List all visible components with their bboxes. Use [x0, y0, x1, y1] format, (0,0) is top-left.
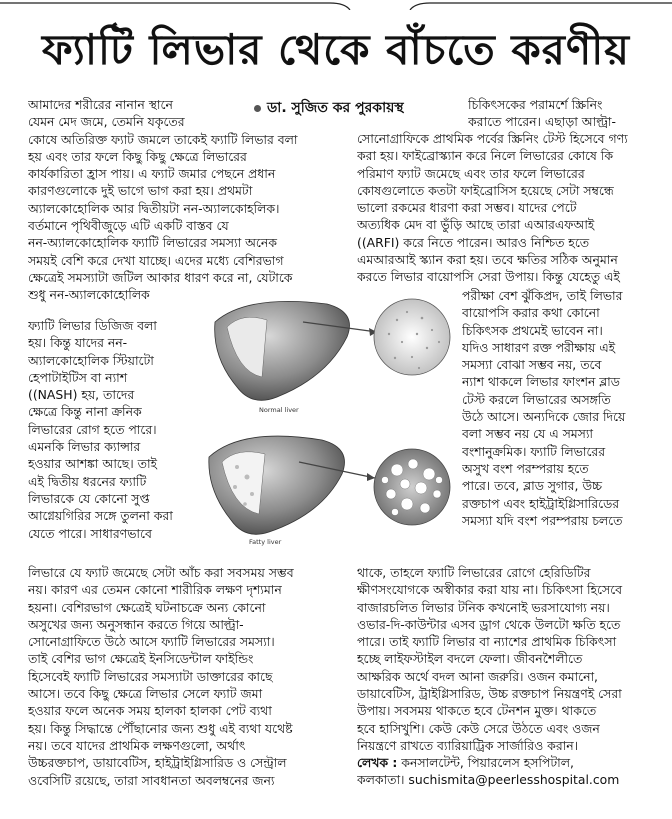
- left-narrow-line: হয়। কিন্তু যাদের নন-: [28, 335, 128, 351]
- left-narrow-line: হেপাটাইটিস বা ন্যাশ: [28, 369, 128, 385]
- fatty-liver-label: Fatty liver: [249, 538, 282, 546]
- right-top-line: অত্যধিক মেদ বা ভুঁড়ি আছে তারা এআরএফআই: [357, 217, 595, 233]
- right-bottom-line: উপায়। সবসময় থাকতে হবে টেনশন মুক্ত। থাকতে: [357, 703, 597, 719]
- author-city: কলকাতা।: [357, 772, 405, 788]
- right-top-line: করতে লিভার বায়োপসি সেরা উপায়। কিন্তু যেহেতু এই: [357, 269, 620, 285]
- author-email: suchismita@peerlesshospital.com: [404, 772, 620, 788]
- right-narrow-line: পরীক্ষা বেশ ঝুঁকিপ্রদ, তাই লিভার: [462, 288, 623, 303]
- left-bottom-line: সোনোগ্রাফিতে উঠে আসে ফ্যাটি লিভারের সমস্যা।: [28, 634, 275, 650]
- left-narrow-line: লিভারকে যে কোনো সুপ্ত: [28, 490, 150, 506]
- right-top-line: কোষগুলোতে কতটা ফাইব্রোসিস হয়েছে সেটা সম্বন্ধে: [357, 182, 614, 198]
- left-bottom-line: উচ্চরক্তচাপ, ডায়াবেটিস, হাইট্রাইগ্লিসারিড ও সেন্ট্রাল: [28, 755, 287, 771]
- left-narrow-line: এমনকি লিভার ক্যান্সার: [28, 439, 141, 455]
- left-bottom-line: হওয়ার ফলে অনেক সময় হালকা হালকা পেট ব্যথা: [28, 703, 272, 719]
- left-bottom-line: নয়। কারণ এর তেমন কোনো শারীরিক লক্ষণ দৃশ্যমান: [28, 582, 282, 598]
- right-bottom-line: পারে। তাই ফ্যাটি লিভার বা ন্যাশের প্রাথমিক চিকিৎসা: [357, 634, 617, 650]
- right-top-short-line: চিকিৎসকের পরামর্শে স্ক্রিনিং: [468, 97, 603, 112]
- left-top-line: কার্যকারিতা হ্রাস পায়। এ ফ্যাট জমার পেছনে প্রধান: [28, 166, 276, 182]
- normal-liver-label: Normal liver: [259, 406, 299, 414]
- right-narrow-line: উঠে আসে। অন্যদিকে জোর দিয়ে: [462, 409, 626, 425]
- liver-illustration: [207, 282, 451, 548]
- left-top-line: নন-অ্যালকোহোলিক ফ্যাটি লিভারের সমস্যা অনেক: [28, 235, 277, 251]
- left-narrow-line: ((NASH) হয়, তাদের: [28, 387, 135, 403]
- left-bottom-line: হয়। কিন্তু সিদ্ধান্তে পৌঁছানোর জন্য শুধু এই ব্যথা যথেষ্ট: [28, 720, 293, 736]
- left-bottom-line: ওবেসিটি রয়েছে, তারা সাবধানতা অবলম্বনের জন্য: [28, 772, 275, 788]
- right-bottom-line: আক্ষরিক অর্থে বদল আনা জরুরি। ওজন কমানো,: [357, 668, 598, 684]
- left-top-line: সময়ই বেশি করে দেখা যাচ্ছে। এদের মধ্যে বেশিরভাগ: [28, 252, 284, 268]
- right-narrow-line: সমস্যা যদি বংশ পরম্পরায় চলতে: [462, 512, 623, 528]
- left-narrow-line: এই দ্বিতীয় ধরনের ফ্যাটি: [28, 473, 147, 489]
- left-bottom-line: হিসেবেই ফ্যাটি লিভারের সমস্যাটা ডাক্তারের কাছে: [28, 668, 273, 684]
- right-top-line: করা হয়। ফাইব্রোস্ক্যান করে নিলে লিভারের কোষে কি: [357, 148, 614, 164]
- right-narrow-line: বংশানুক্রমিক। ফ্যাটি লিভারের: [462, 443, 606, 459]
- author-affiliation: কনসালটেন্ট, পিয়ারলেস হসপিটাল,: [397, 755, 574, 770]
- author-label: লেখক :: [357, 755, 398, 770]
- right-column-bottom: [357, 564, 662, 754]
- right-bottom-line: নিয়ন্ত্রণে রাখতে ব্যারিয়াট্রিক সার্জারিও করান।: [357, 737, 579, 753]
- left-bottom-line: হয়না। বেশিরভাগ ক্ষেত্রেই ঘটনাচক্রে অন্য কোনো: [28, 599, 266, 615]
- right-top-line: সোনোগ্রাফিকে প্রাথমিক পর্বের স্ক্রিনিং টেস্ট হিসেবে গণ্য: [357, 131, 628, 146]
- right-top-line: পরিমাণ ফ্যাট জমেছে এবং তার ফলে লিভারের: [357, 165, 585, 181]
- right-narrow-line: বায়োপসি করার কথা কোনো: [462, 305, 600, 321]
- right-bottom-line: ক্ষীণসংযোগকে অস্বীকার করা যায় না। চিকিৎসা হিসেবে: [357, 582, 623, 598]
- left-narrow-line: হওয়ার আশঙ্কা আছে। তাই: [28, 456, 157, 472]
- left-narrow-line: অ্যালকোহোলিক স্টিয়াটো: [28, 352, 154, 368]
- left-top-line: বর্তমানে পৃথিবীজুড়ে এটি একটি বাস্তব যে: [28, 218, 229, 234]
- left-narrow-line: ক্ষেত্রে কিন্তু নানা ক্রনিক: [28, 404, 142, 420]
- normal-liver-image: [215, 299, 450, 414]
- right-narrow-line: চিকিৎসক প্রথমেই ভাবেন না।: [462, 322, 603, 338]
- right-narrow-line: বলা সম্ভব নয় যে এ সমস্যা: [462, 426, 594, 442]
- right-column-top-short: [468, 96, 658, 131]
- left-top-line: ক্ষেত্রেই সমস্যাটা জটিল আকার ধারণ করে না, যেটাকে: [28, 269, 293, 285]
- headline: ফ্যাটি লিভার থেকে বাঁচতে করণীয়: [41, 25, 631, 74]
- left-bottom-line: লিভারে যে ফ্যাট জমেছে সেটা আঁচ করা সবসময় সম্ভব: [28, 565, 294, 580]
- right-bottom-line: বাজারচলিত লিভার টনিক কখনোই ভরসাযোগ্য নয়।: [357, 599, 610, 615]
- right-narrow-line: সমস্যা বোঝা সম্ভব নয়, তবে: [462, 357, 602, 373]
- right-top-short-line: করাতে পারেন। এছাড়া আল্ট্রা-: [468, 114, 616, 130]
- left-top-line: কোষে অতিরিক্ত ফ্যাট জমলে তাকেই ফ্যাটি লিভার বলা: [28, 131, 298, 147]
- right-bottom-line: ডায়াবেটিস, ট্রাইগ্লিসারিড, উচ্চ রক্তচাপ নিয়ন্ত্রণই সেরা: [357, 686, 622, 702]
- right-narrow-line: পারে। তবে, ব্লাড সুগার, উচ্চ: [462, 478, 602, 494]
- left-column-bottom: [28, 564, 350, 789]
- left-narrow-line: ফ্যাটি লিভার ডিজিজ বলা: [28, 318, 157, 333]
- right-bottom-line: থাকে, তাহলে ফ্যাটি লিভারের রোগে হেরিডিটির: [357, 565, 591, 580]
- left-top-line: আমাদের শরীরের নানান স্থানে: [28, 97, 173, 112]
- left-narrow-line: যেতে পারে। সাধারণভাবে: [28, 525, 152, 541]
- left-narrow-line: লিভারের রোগ হতে পারে।: [28, 421, 157, 437]
- left-bottom-line: তাই বেশির ভাগ ক্ষেত্রেই ইনসিডেন্টাল ফাইন্ডিং: [28, 651, 254, 667]
- right-column-top: [357, 130, 662, 286]
- left-column-top: [28, 96, 373, 304]
- left-bottom-line: আসে। তবে কিছু ক্ষেত্রে লিভার সেলে ফ্যাট জমা: [28, 686, 263, 702]
- right-column-narrow: [462, 287, 667, 529]
- right-narrow-line: রক্তচাপ এবং হাইট্রাইগ্লিসারিডের: [462, 495, 620, 511]
- author-credit: [357, 754, 662, 789]
- right-bottom-line: ওভার-দি-কাউন্টার এসব ড্রাগ থেকে উলটো ক্ষতি হতে: [357, 616, 621, 632]
- left-bottom-line: নয়। তবে যাদের প্রাথমিক লক্ষণগুলো, অর্থাৎ: [28, 737, 246, 753]
- left-column-narrow: [28, 317, 206, 542]
- fatty-liver-image: [209, 436, 450, 546]
- right-top-line: ভালো রকমের ধারণা করা সম্ভব। যাদের পেটে: [357, 200, 577, 216]
- right-narrow-line: টেস্ট করলে লিভারের অসঙ্গতি: [462, 391, 611, 407]
- left-top-line: হয় এবং তার ফলে কিছু কিছু ক্ষেত্রে লিভারের: [28, 148, 247, 164]
- author-name: ডা. সুজিত কর পুরকায়স্থ: [267, 100, 404, 116]
- left-top-line: কারণগুলোকে দুই ভাগে ভাগ করা হয়। প্রথমটা: [28, 183, 253, 199]
- left-bottom-line: অসুখের জন্য অনুসন্ধান করতে গিয়ে আল্ট্রা-: [28, 616, 244, 632]
- right-narrow-line: যদিও সাধারণ রক্ত পরীক্ষায় এই: [462, 339, 616, 355]
- right-top-line: এমআরআই স্ক্যান করা হয়। তবে ক্ষতির সঠিক অনুমান: [357, 252, 618, 268]
- left-narrow-line: আগ্নেয়গিরির সঙ্গে তুলনা করা: [28, 508, 173, 524]
- left-top-line: অ্যালকোহোলিক আর দ্বিতীয়টা নন-অ্যালকোহলিক।: [28, 200, 280, 216]
- right-top-line: ((ARFI) করে নিতে পারেন। আরও নিশ্চিত হতে: [357, 234, 590, 250]
- left-top-line: যেমন মেদ জমে, তেমনি যকৃতের: [28, 114, 185, 130]
- right-narrow-line: ন্যাশ থাকলে লিভার ফাংশন ব্লাড: [462, 374, 620, 390]
- right-narrow-line: অসুখ বংশ পরম্পরায় হতে: [462, 460, 589, 476]
- right-bottom-line: হবে হাসিখুশি। কেউ কেউ সেরে উঠতে এবং ওজন: [357, 720, 600, 736]
- top-rule-decoration: [0, 0, 672, 10]
- left-top-line: শুধু নন-অ্যালকোহোলিক: [28, 287, 150, 303]
- right-bottom-line: হচ্ছে লাইফস্টাইল বদলে ফেলা। জীবনশৈলীতে: [357, 651, 583, 667]
